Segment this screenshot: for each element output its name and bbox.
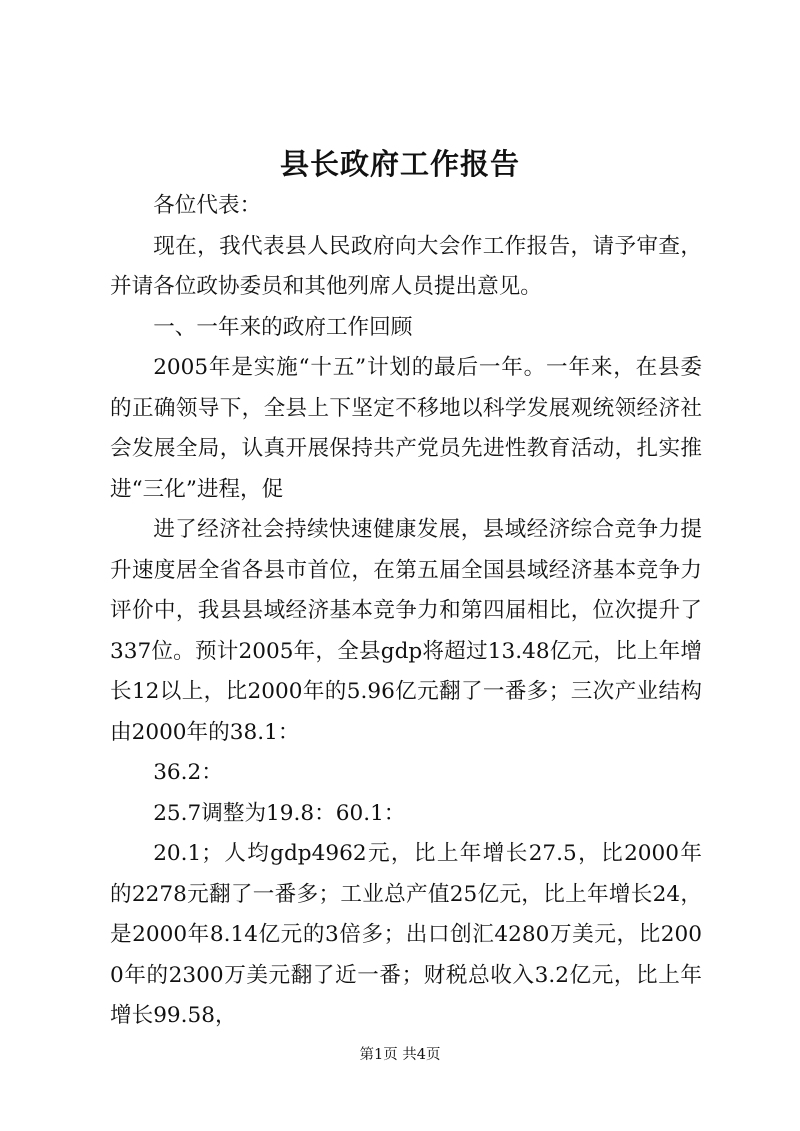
paragraph-ratio-2: 25.7调整为19.8：60.1： <box>153 800 406 826</box>
page-footer: 第1页 共4页 <box>359 1047 441 1063</box>
paragraph-ratio-1: 36.2： <box>153 760 223 785</box>
paragraph-review: 2005年是实施“十五”计划的最后一年。一年来，在县委的正确领导下，全县上下坚定不移地以科学发展观统领经济社会发展全局，认真开展保持共产党员先进性教育活动，扎实推进“三化”进程，促 <box>110 355 702 502</box>
document-body <box>110 186 702 1037</box>
document-title: 县长政府工作报告 <box>279 147 520 181</box>
paragraph-salutation: 各位代表： <box>153 193 262 218</box>
paragraph-statistics: 20.1；人均gdp4962元，比上年增长27.5，比2000年的2278元翻了一番多；工业总产值25亿元，比上年增长24，是2000年8.14亿元的3倍多；出口创汇4280万美元，比2000年的2300万美元翻了近一番；财税总收入3.2亿元，比上年增长99.58， <box>110 841 702 1028</box>
section-heading: 一、一年来的政府工作回顾 <box>153 314 413 340</box>
paragraph-intro: 现在，我代表县人民政府向大会作工作报告，请予审查，并请各位政协委员和其他列席人员提出意见。 <box>110 233 702 299</box>
paragraph-economy: 进了经济社会持续快速健康发展，县域经济综合竞争力提升速度居全省各县市首位，在第五届全国县域经济基本竞争力评价中，我县县域经济基本竞争力和第四届相比，位次提升了337位。预计2005年，全县gdp将超过13.48亿元，比上年增长12以上，比2000年的5.96亿元翻了一番多；三次产业结构由2000年的38.1： <box>110 517 702 745</box>
